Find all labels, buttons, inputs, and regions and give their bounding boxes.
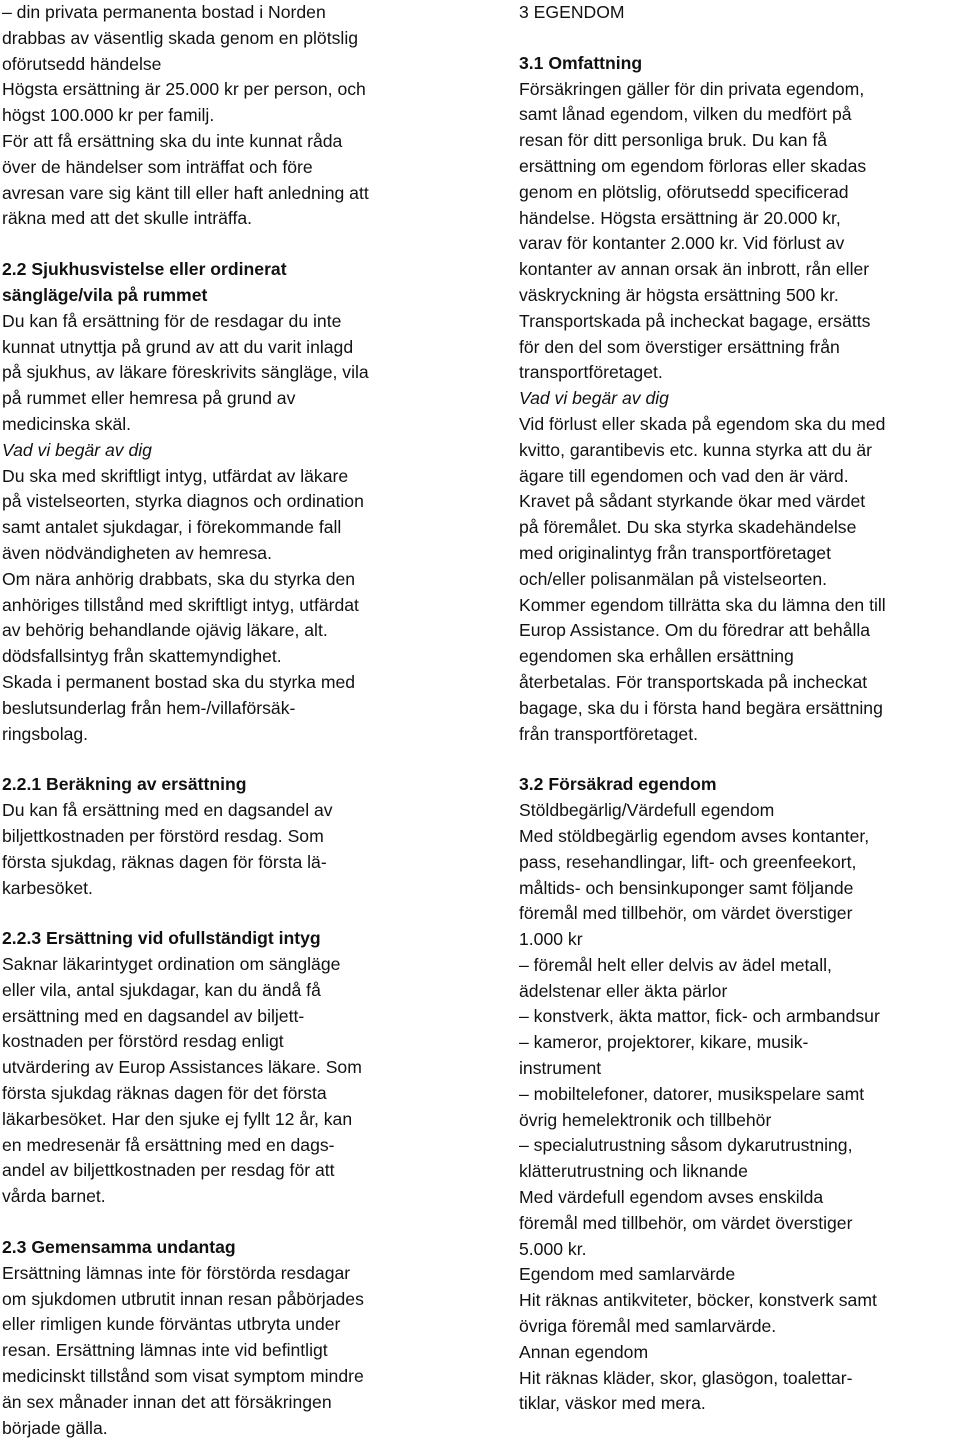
- text-line: Med värdefull egendom avses enskilda: [519, 1187, 824, 1208]
- section-heading: 3.1 Omfattning: [519, 52, 643, 73]
- text-line: Hit räknas antikviteter, böcker, konstverk samt: [519, 1290, 877, 1311]
- text-line: första sjukdag räknas dagen för det första: [2, 1083, 327, 1104]
- text-line: bagage, ska du i första hand begära ersättning: [519, 697, 883, 718]
- text-line: – kameror, projektorer, kikare, musik-: [519, 1032, 809, 1053]
- text-line: Annan egendom: [519, 1341, 649, 1362]
- text-line: kontanter av annan orsak än inbrott, rån eller: [519, 259, 870, 280]
- text-line: samt lånad egendom, vilken du medfört på: [519, 104, 852, 125]
- text-line: medicinskt tillstånd som visat symptom mindre: [2, 1366, 364, 1387]
- text-line: Högsta ersättning är 25.000 kr per person, och: [2, 79, 366, 100]
- text-line: andel av biljettkostnaden per resdag för att: [2, 1160, 335, 1181]
- text-line: Du kan få ersättning med en dagsandel av: [2, 800, 333, 821]
- text-line: genom en plötslig, oförutsedd specificerad: [519, 181, 849, 202]
- text-line: Med stöldbegärlig egendom avses kontanter,: [519, 825, 870, 846]
- text-line: eller rimligen kunde förväntas utbryta under: [2, 1314, 341, 1335]
- text-line: avresan vare sig känt till eller haft anledning att: [2, 182, 369, 203]
- paragraph-gap: [2, 232, 480, 257]
- text-line: – föremål helt eller delvis av ädel metall,: [519, 954, 832, 975]
- text-line: Transportskada på incheckat bagage, ersätts: [519, 310, 871, 331]
- text-line: tiklar, väskor med mera.: [519, 1393, 706, 1414]
- text-line: samt antalet sjukdagar, i förekommande fall: [2, 517, 342, 538]
- section-heading: sängläge/vila på rummet: [2, 284, 208, 305]
- text-line: föremål med tillbehör, om värdet överstiger: [519, 903, 853, 924]
- text-line: började gälla.: [2, 1417, 108, 1438]
- text-line: medicinska skäl.: [2, 413, 132, 434]
- text-line: Du kan få ersättning för de resdagar du inte: [2, 310, 342, 331]
- text-line: varav för kontanter 2.000 kr. Vid förlust av: [519, 233, 845, 254]
- paragraph-gap: [519, 26, 960, 51]
- paragraph-gap: [2, 1210, 480, 1235]
- text-line: – mobiltelefoner, datorer, musikspelare samt: [519, 1083, 865, 1104]
- text-line: anhöriges tillstånd med skriftligt intyg, utfärdat: [2, 594, 359, 615]
- text-line: egendomen ska erhållen ersättning: [519, 646, 794, 667]
- text-line: Egendom med samlarvärde: [519, 1264, 736, 1285]
- subheading: Vad vi begär av dig: [2, 439, 152, 460]
- text-line: 1.000 kr: [519, 929, 583, 950]
- text-line: måltids- och bensinkuponger samt följande: [519, 877, 854, 898]
- text-line: 5.000 kr.: [519, 1238, 587, 1259]
- text-line: ädelstenar eller äkta pärlor: [519, 980, 728, 1001]
- text-line: ersättning med en dagsandel av biljett-: [2, 1005, 305, 1026]
- text-line: 3 EGENDOM: [519, 2, 625, 22]
- right-column: [519, 0, 960, 1417]
- text-line: Stöldbegärlig/Värdefull egendom: [519, 800, 775, 821]
- text-line: återbetalas. För transportskada på incheckat: [519, 671, 868, 692]
- section-heading: 2.2.3 Ersättning vid ofullständigt intyg: [2, 928, 321, 949]
- text-line: Försäkringen gäller för din privata egendom,: [519, 78, 865, 99]
- text-line: och/eller polisanmälan på vistelseorten.: [519, 568, 828, 589]
- text-line: kostnaden per förstörd resdag enligt: [2, 1031, 284, 1052]
- text-line: – specialutrustning såsom dykarutrustning,: [519, 1135, 853, 1156]
- text-line: Skada i permanent bostad ska du styrka med: [2, 671, 356, 692]
- text-line: även nödvändigheten av hemresa.: [2, 542, 272, 563]
- text-line: pass, resehandlingar, lift- och greenfeekort,: [519, 851, 857, 872]
- text-line: klätterutrustning och liknande: [519, 1161, 748, 1182]
- text-line: – konstverk, äkta mattor, fick- och armbandsur: [519, 1006, 880, 1027]
- text-line: från transportföretaget.: [519, 723, 698, 744]
- text-line: än sex månader innan det att försäkringen: [2, 1391, 332, 1412]
- text-line: För att få ersättning ska du inte kunnat råda: [2, 130, 343, 151]
- text-line: beslutsunderlag från hem-/villaförsäk-: [2, 697, 296, 718]
- text-line: oförutsedd händelse: [2, 53, 162, 74]
- text-line: på sjukhus, av läkare föreskrivits sängläge, vila: [2, 362, 369, 383]
- text-line: kunnat utnyttja på grund av att du varit inlagd: [2, 336, 354, 357]
- text-line: läkarbesöket. Har den sjuke ej fyllt 12 år, kan: [2, 1108, 353, 1129]
- text-line: av behörig behandlande ojävig läkare, alt.: [2, 620, 328, 641]
- section-heading: 3.2 Försäkrad egendom: [519, 774, 717, 795]
- text-line: en medresenär få ersättning med en dags-: [2, 1134, 335, 1155]
- text-line: föremål med tillbehör, om värdet överstiger: [519, 1212, 853, 1233]
- text-line: händelse. Högsta ersättning är 20.000 kr,: [519, 207, 841, 228]
- text-line: transportföretaget.: [519, 362, 663, 383]
- text-line: ägare till egendomen och vad den är värd.: [519, 465, 849, 486]
- paragraph-gap: [519, 747, 960, 772]
- text-line: Hit räknas kläder, skor, glasögon, toalettar-: [519, 1367, 853, 1388]
- left-column: [2, 0, 480, 1441]
- text-line: övriga föremål med samlarvärde.: [519, 1316, 777, 1337]
- text-line: över de händelser som inträffat och före: [2, 156, 313, 177]
- text-line: högst 100.000 kr per familj.: [2, 105, 215, 126]
- text-line: första sjukdag, räknas dagen för första lä-: [2, 851, 327, 872]
- text-line: kvitto, garantibevis etc. kunna styrka att du är: [519, 439, 873, 460]
- section-heading: 2.2 Sjukhusvistelse eller ordinerat: [2, 259, 287, 280]
- text-line: drabbas av väsentlig skada genom en plötslig: [2, 27, 359, 48]
- paragraph-gap: [2, 747, 480, 772]
- text-line: övrig hemelektronik och tillbehör: [519, 1109, 772, 1130]
- text-line: väskryckning är högsta ersättning 500 kr.: [519, 284, 839, 305]
- text-line: biljettkostnaden per förstörd resdag. Som: [2, 825, 324, 846]
- text-line: Du ska med skriftligt intyg, utfärdat av läkare: [2, 465, 349, 486]
- text-line: dödsfallsintyg från skattemyndighet.: [2, 646, 282, 667]
- text-line: Kommer egendom tillrätta ska du lämna den till: [519, 594, 886, 615]
- text-line: resan för ditt personliga bruk. Du kan få: [519, 130, 828, 151]
- text-line: vårda barnet.: [2, 1186, 106, 1207]
- text-line: Europ Assistance. Om du föredrar att behålla: [519, 620, 871, 641]
- text-line: på föremålet. Du ska styrka skadehändelse: [519, 517, 857, 538]
- paragraph-gap: [2, 901, 480, 926]
- text-line: ersättning om egendom förloras eller skadas: [519, 155, 867, 176]
- text-line: resan. Ersättning lämnas inte vid befintligt: [2, 1340, 328, 1361]
- text-line: Om nära anhörig drabbats, ska du styrka den: [2, 568, 356, 589]
- text-line: om sjukdomen utbrutit innan resan påbörjades: [2, 1288, 364, 1309]
- text-line: för den del som överstiger ersättning från: [519, 336, 840, 357]
- section-heading: 2.2.1 Beräkning av ersättning: [2, 774, 247, 795]
- text-line: Kravet på sådant styrkande ökar med värdet: [519, 491, 866, 512]
- text-line: Vid förlust eller skada på egendom ska du med: [519, 413, 886, 434]
- text-line: på rummet eller hemresa på grund av: [2, 388, 296, 409]
- text-line: Saknar läkarintyget ordination om sängläge: [2, 954, 341, 975]
- text-line: på vistelseorten, styrka diagnos och ordination: [2, 491, 364, 512]
- section-heading: 2.3 Gemensamma undantag: [2, 1237, 236, 1258]
- text-line: ringsbolag.: [2, 723, 89, 744]
- text-line: utvärdering av Europ Assistances läkare. Som: [2, 1057, 362, 1078]
- text-line: eller vila, antal sjukdagar, kan du ändå få: [2, 979, 321, 1000]
- text-line: karbesöket.: [2, 877, 93, 898]
- text-line: – din privata permanenta bostad i Norden: [2, 2, 326, 22]
- text-line: räkna med att det skulle inträffa.: [2, 208, 253, 229]
- subheading: Vad vi begär av dig: [519, 388, 669, 409]
- text-line: Ersättning lämnas inte för förstörda resdagar: [2, 1262, 351, 1283]
- text-line: instrument: [519, 1058, 602, 1079]
- text-line: med originalintyg från transportföretaget: [519, 542, 831, 563]
